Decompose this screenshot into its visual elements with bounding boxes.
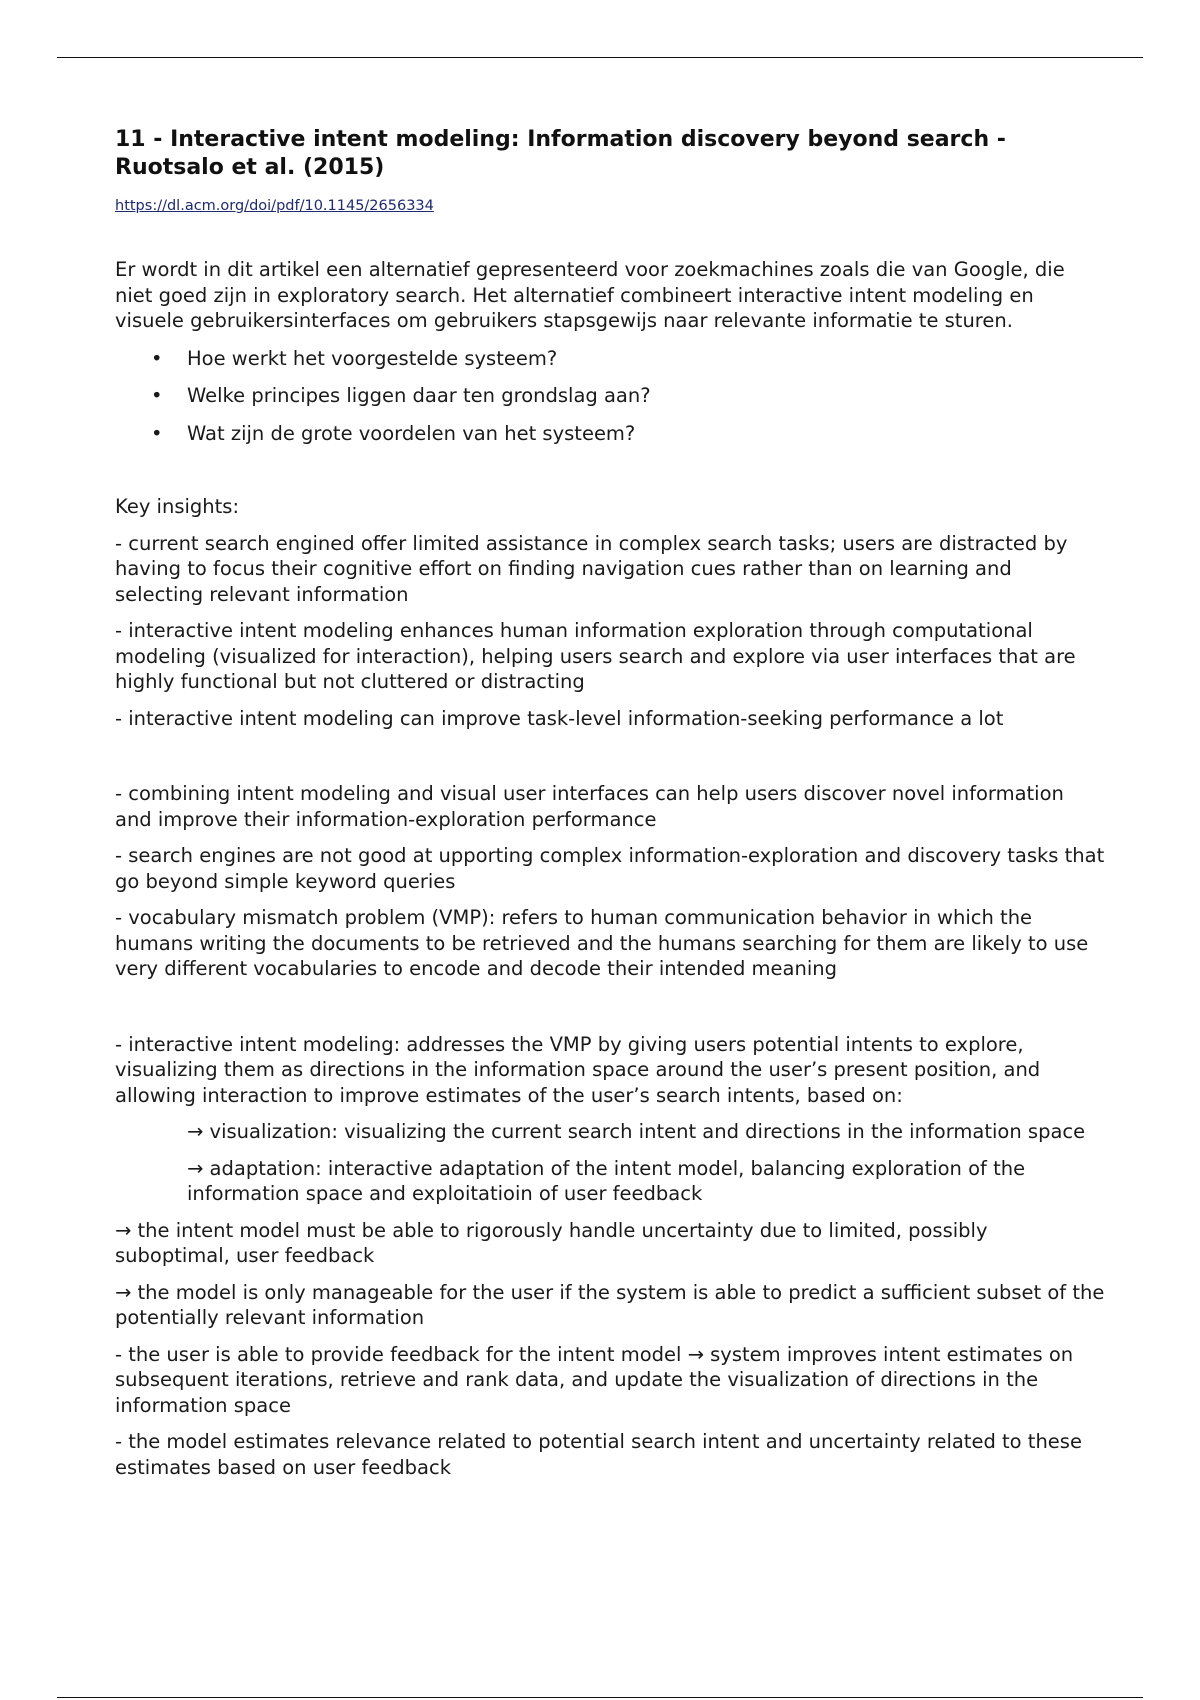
bullet-icon: •	[151, 346, 163, 370]
list-item: • Wat zijn de grote voordelen van het systeem?	[151, 421, 636, 445]
insight-paragraph: - current search engined offer limited assistance in complex search tasks; users are distracted by having to focus their cognitive effort on finding navigation cues rather than on learning and selecting relevant information	[115, 531, 1068, 606]
bullet-icon: •	[151, 421, 163, 445]
page-title: 11 - Interactive intent modeling: Information discovery beyond search - Ruotsalo et al. (2015)	[115, 127, 1006, 180]
insight-paragraph: - interactive intent modeling can improve task-level information-seeking performance a lot	[115, 706, 1004, 730]
document-body	[115, 126, 1105, 1480]
insight-paragraph: - vocabulary mismatch problem (VMP): refers to human communication behavior in which the humans writing the documents to be retrieved and the humans searching for them are likely to use very different vocabularies to encode and decode their intended meaning	[115, 906, 1089, 980]
insight-paragraph: → the intent model must be able to rigorously handle uncertainty due to limited, possibly suboptimal, user feedback	[115, 1218, 988, 1267]
insight-paragraph: → the model is only manageable for the user if the system is able to predict a sufficient subset of the potentially relevant information	[115, 1280, 1105, 1329]
intro-paragraph: Er wordt in dit artikel een alternatief gepresenteerd voor zoekmachines zoals die van Google, die niet goed zijn in exploratory search. Het alternatief combineert interactive intent modeling en visuele gebruikersinterfaces om gebruikers stapsgewijs naar relevante informatie te sturen.	[115, 258, 1065, 332]
question-list	[115, 346, 1105, 447]
insight-paragraph: - the model estimates relevance related to potential search intent and uncertainty related to these estimates based on user feedback	[115, 1430, 1082, 1479]
article-link[interactable]: https://dl.acm.org/doi/pdf/10.1145/2656334	[115, 198, 434, 214]
insight-subpoint: → visualization: visualizing the current search intent and directions in the information space	[187, 1120, 1086, 1143]
top-rule	[57, 57, 1143, 58]
bullet-icon: •	[151, 384, 163, 407]
list-item: • Welke principes liggen daar ten grondslag aan?	[151, 384, 651, 407]
list-item: • Hoe werkt het voorgestelde systeem?	[151, 346, 558, 370]
key-insights-heading: Key insights:	[115, 495, 240, 518]
insight-paragraph: - interactive intent modeling enhances human information exploration through computational modeling (visualized for interaction), helping users search and explore via user interfaces that are highly functional but not cluttered or distracting	[115, 619, 1076, 693]
insight-paragraph: - interactive intent modeling: addresses the VMP by giving users potential intents to explore, visualizing them as directions in the information space around the user’s present position, and allowing interaction to improve estimates of the user’s search intents, based on:	[115, 1032, 1041, 1107]
insight-subpoint: → adaptation: interactive adaptation of the intent model, balancing exploration of the information space and exploitatioin of user feedback	[187, 1156, 1026, 1205]
insight-paragraph: - combining intent modeling and visual user interfaces can help users discover novel information and improve their information-exploration performance	[115, 782, 1064, 831]
bottom-rule	[57, 1697, 1143, 1698]
insight-paragraph: - search engines are not good at upporting complex information-exploration and discovery tasks that go beyond simple keyword queries	[115, 844, 1105, 893]
insight-paragraph: - the user is able to provide feedback for the intent model → system improves intent estimates on subsequent iterations, retrieve and rank data, and update the visualization of directions in the information space	[115, 1342, 1074, 1417]
